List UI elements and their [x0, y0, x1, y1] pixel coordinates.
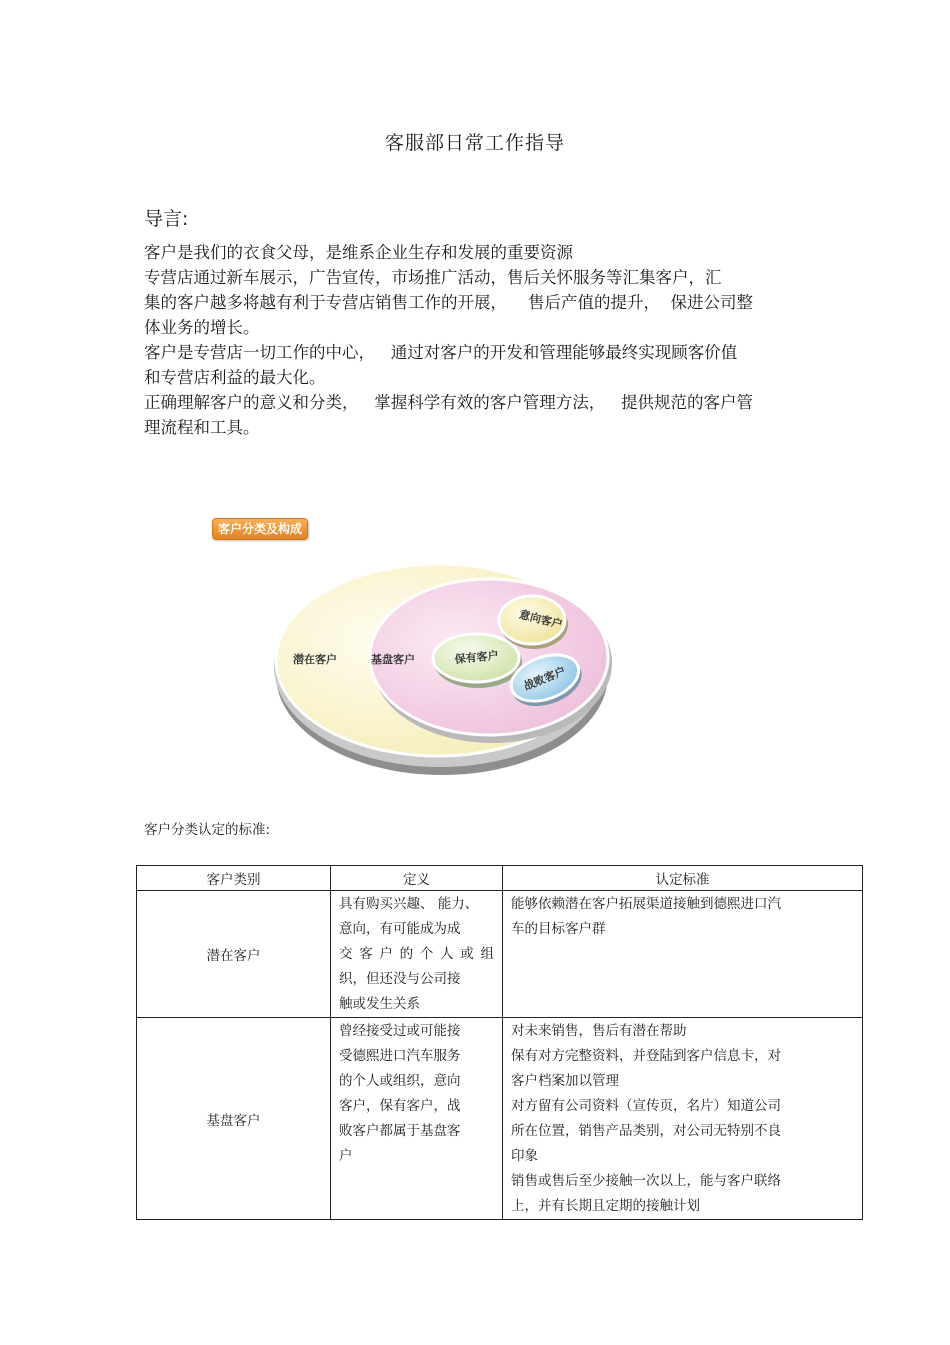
definition-line: 的个人或组织，意向 — [339, 1073, 461, 1089]
retained-label: 保有客户 — [454, 648, 500, 667]
intent-label: 意向客户 — [517, 607, 564, 632]
intro-body — [144, 240, 814, 440]
definition-line: 户 — [339, 1148, 353, 1164]
intro-line: 体业务的增长。 — [144, 318, 260, 337]
intro-line: 正确理解客户的意义和分类， 掌握科学有效的客户管理方法， 提供规范的客户管 — [144, 393, 753, 412]
intro-line: 客户是专营店一切工作的中心， 通过对客户的开发和管理能够最终实现顾客价值 — [144, 343, 738, 362]
row-criteria — [503, 1018, 863, 1220]
criteria-line: 车的目标客户群 — [511, 921, 606, 937]
page-title: 客服部日常工作指导 — [384, 132, 565, 154]
table-row — [137, 891, 863, 1018]
header-category: 客户类别 — [137, 866, 331, 891]
header-definition: 定义 — [331, 866, 503, 891]
lost-label: 战败客户 — [521, 664, 568, 694]
intro-paragraph — [144, 390, 814, 440]
definition-line: 意向，有可能成为成 — [339, 921, 461, 937]
criteria-line: 能够依赖潜在客户拓展渠道接触到德熙进口汽 — [511, 896, 781, 912]
definition-line: 具有购买兴趣、 能力、 — [339, 896, 479, 912]
definition-line: 织，但还没与公司接 — [339, 971, 461, 987]
intro-line: 专营店通过新车展示，广告宣传，市场推广活动，售后关怀服务等汇集客户，汇 — [144, 268, 722, 287]
criteria-line: 所在位置，销售产品类别，对公司无特别不良 — [511, 1123, 781, 1139]
criteria-line: 客户档案加以管理 — [511, 1073, 619, 1089]
row-category: 潜在客户 — [137, 891, 331, 1018]
intro-heading: 导言: — [144, 208, 189, 230]
criteria-line: 上，并有长期且定期的接触计划 — [511, 1198, 700, 1214]
row-criteria — [503, 891, 863, 1018]
table-row — [137, 1018, 863, 1220]
criteria-line: 销售或售后至少接触一次以上，能与客户联络 — [511, 1173, 781, 1189]
criteria-line: 对未来销售，售后有潜在帮助 — [511, 1023, 687, 1039]
intro-line: 客户是我们的衣食父母，是维系企业生存和发展的重要资源 — [144, 243, 573, 262]
potential-label: 潜在客户 — [293, 653, 337, 666]
row-category: 基盘客户 — [137, 1018, 331, 1220]
definition-line: 交客户的个人或组 — [339, 946, 494, 962]
header-criteria: 认定标准 — [503, 866, 863, 891]
intro-line: 和专营店利益的最大化。 — [144, 368, 326, 387]
diagram-badge: 客户分类及构成 — [212, 518, 308, 540]
table-header-row — [137, 866, 863, 891]
intro-line: 理流程和工具。 — [144, 418, 260, 437]
definition-line: 受德熙进口汽车服务 — [339, 1048, 461, 1064]
intro-paragraph — [144, 265, 814, 340]
criteria-line: 对方留有公司资料（宣传页，名片）知道公司 — [511, 1098, 781, 1114]
classification-criteria-table — [136, 865, 863, 1220]
table-caption: 客户分类认定的标准: — [144, 822, 271, 838]
definition-line: 客户，保有客户，战 — [339, 1098, 461, 1114]
definition-line: 败客户都属于基盘客 — [339, 1123, 461, 1139]
definition-line: 曾经接受过或可能接 — [339, 1023, 461, 1039]
row-definition — [331, 891, 503, 1018]
intro-paragraph — [144, 240, 814, 265]
criteria-line: 印象 — [511, 1148, 538, 1164]
intro-line: 集的客户越多将越有利于专营店销售工作的开展， 售后产值的提升， 保进公司整 — [144, 293, 753, 312]
customer-classification-diagram — [270, 545, 620, 790]
row-definition — [331, 1018, 503, 1220]
definition-line: 触或发生关系 — [339, 996, 420, 1012]
intro-paragraph — [144, 340, 814, 390]
criteria-line: 保有对方完整资料，并登陆到客户信息卡，对 — [511, 1048, 781, 1064]
base-label: 基盘客户 — [371, 653, 415, 666]
